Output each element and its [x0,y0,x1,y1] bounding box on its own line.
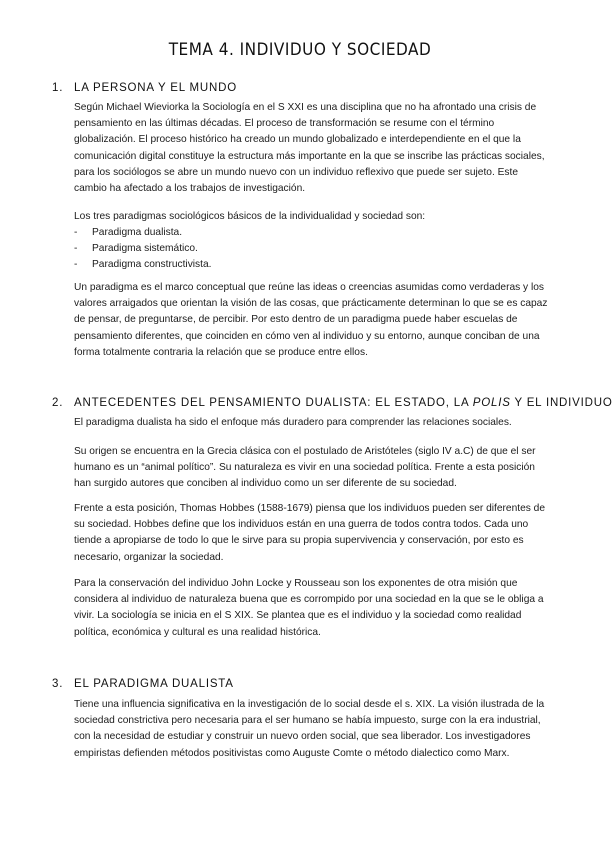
bullet-dash: - [74,259,78,271]
section-title: EL PARADIGMA DUALISTA [74,678,234,690]
paragraph: Frente a esta posición, Thomas Hobbes (1588-1679) piensa que los individuos pueden ser diferentes de su sociedad. Hobbes define que los individuos están en una guerra de todos contra todos. Cada uno tiende a apropiarse de todo lo que le sirve para su propia supervivencia y conservación, por esto es necesario, organizar la sociedad. [74,503,545,563]
paragraph: Los tres paradigmas sociológicos básicos de la individualidad y sociedad son: [74,211,426,222]
paragraph: Tiene una influencia significativa en la investigación de lo social desde el s. XIX. La visión ilustrada de la sociedad constrictiva pero necesaria para el ser humano se había impuesto, surge con la era industrial, con la necesidad de estudiar y construir un nuevo orden social, que sea liberador. Los investigadores empiristas defienden métodos positivistas como Auguste Comte o método dialectico como Marx. [74,699,545,759]
paragraph: Un paradigma es el marco conceptual que reúne las ideas o creencias asumidas como verdaderas y los valores arraigados que orientan la visión de las cosas, que prácticamente determinan lo que se es capaz de pensar, de preguntarse, de percibir. Por esto dentro de un paradigma puede haber escuelas de pensamiento diferentes, que coinciden en cómo ven al individuo y su entorno, aunque conciban de una forma totalmente contraria la relación que se produce entre ellos. [74,282,548,358]
section-title-italic: POLIS [472,397,511,409]
section-number: 2. [52,397,64,409]
section-3-heading [52,678,572,690]
section-title-end: Y EL INDIVIDUO [510,397,613,409]
section-number: 3. [52,678,64,690]
list-item: - Paradigma sistemático. [74,241,550,257]
list-item: - Paradigma constructivista. [74,257,550,273]
section-number: 1. [52,82,64,94]
bullet-dash: - [74,227,78,238]
section-2-heading [52,397,613,409]
section-1-heading [52,82,572,94]
paragraph: Para la conservación del individuo John Locke y Rousseau son los exponentes de otra misión que considera al individuo de naturaleza buena que es corrompido por una sociedad en la que se le obliga a vivir. La sociología se inicia en el S XIX. Se plantea que es el individuo y la sociedad como realidad política, económica y cultural es una realidad histórica. [74,578,544,638]
paragraph: Su origen se encuentra en la Grecia clásica con el postulado de Aristóteles (siglo IV a.C) de que el ser humano es un “animal político”. Su naturaleza es vivir en una sociedad política. Frente a esta posición han surgido autores que conciben al individuo como un ser diferente de su sociedad. [74,446,536,490]
section-title: LA PERSONA Y EL MUNDO [74,82,237,94]
document-title: TEMA 4. INDIVIDUO Y SOCIEDAD [168,40,432,60]
paragraph: El paradigma dualista ha sido el enfoque más duradero para comprender las relaciones sociales. [74,417,512,428]
paragraph: Según Michael Wieviorka la Sociología en el S XXI es una disciplina que no ha afrontado una crisis de pensamiento en las últimas décadas. El proceso de transformación se resume con el término globalización. El proceso histórico ha creado un mundo globalizado e interdependiente en el que la comunicación digital constituye la estructura más importante en la que se inscribe las prácticas sociales, para los sociólogos se abre un mundo nuevo con un individuo reflexivo que puede ser sujeto. Este cambio ha afectado a los trabajos de investigación. [74,102,545,195]
paradigm-list [74,225,550,274]
list-item: - Paradigma dualista. [74,225,550,241]
section-title: ANTECEDENTES DEL PENSAMIENTO DUALISTA: EL ESTADO, LA [74,397,473,409]
bullet-dash: - [74,243,78,255]
